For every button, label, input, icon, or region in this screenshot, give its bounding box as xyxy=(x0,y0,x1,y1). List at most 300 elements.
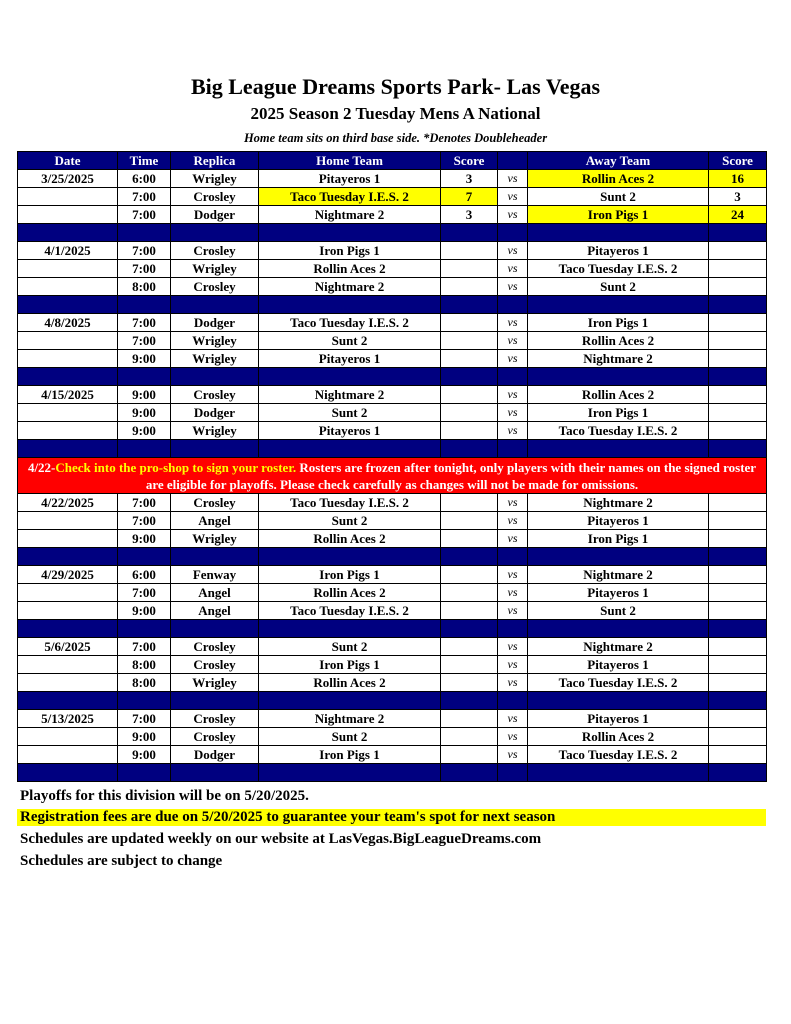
separator-cell xyxy=(18,440,118,458)
time-cell: 7:00 xyxy=(118,206,171,224)
table-row xyxy=(18,404,767,422)
field-cell: Dodger xyxy=(171,314,259,332)
roster-banner-text xyxy=(18,458,767,494)
home-team-cell: Sunt 2 xyxy=(259,332,441,350)
field-cell: Wrigley xyxy=(171,422,259,440)
vs-cell: vs xyxy=(498,350,528,368)
col-time: Time xyxy=(118,152,171,170)
table-row xyxy=(18,206,767,224)
time-cell: 9:00 xyxy=(118,350,171,368)
vs-cell: vs xyxy=(498,206,528,224)
home-team-cell: Taco Tuesday I.E.S. 2 xyxy=(259,494,441,512)
separator-cell xyxy=(528,692,709,710)
home-score-cell xyxy=(441,512,498,530)
col-replica: Replica xyxy=(171,152,259,170)
away-team-cell: Taco Tuesday I.E.S. 2 xyxy=(528,674,709,692)
home-team-cell: Sunt 2 xyxy=(259,638,441,656)
home-team-cell: Taco Tuesday I.E.S. 2 xyxy=(259,188,441,206)
away-score-cell xyxy=(709,566,767,584)
away-score-cell xyxy=(709,386,767,404)
away-score-cell: 3 xyxy=(709,188,767,206)
away-score-cell xyxy=(709,404,767,422)
separator-cell xyxy=(498,368,528,386)
home-team-cell: Rollin Aces 2 xyxy=(259,584,441,602)
week-separator xyxy=(18,620,767,638)
away-score-cell xyxy=(709,584,767,602)
home-team-cell: Pitayeros 1 xyxy=(259,350,441,368)
away-team-cell: Nightmare 2 xyxy=(528,638,709,656)
vs-cell: vs xyxy=(498,188,528,206)
separator-cell xyxy=(709,620,767,638)
field-cell: Crosley xyxy=(171,188,259,206)
home-team-cell: Sunt 2 xyxy=(259,512,441,530)
registration-note: Registration fees are due on 5/20/2025 to guarantee your team's spot for next season xyxy=(17,809,766,826)
field-cell: Wrigley xyxy=(171,332,259,350)
home-team-cell: Nightmare 2 xyxy=(259,710,441,728)
table-row xyxy=(18,494,767,512)
date-cell xyxy=(18,530,118,548)
time-cell: 9:00 xyxy=(118,746,171,764)
separator-cell xyxy=(18,296,118,314)
separator-cell xyxy=(528,440,709,458)
table-row xyxy=(18,260,767,278)
col-date: Date xyxy=(18,152,118,170)
home-team-cell: Sunt 2 xyxy=(259,404,441,422)
separator-cell xyxy=(118,368,171,386)
home-team-cell: Sunt 2 xyxy=(259,728,441,746)
separator-cell xyxy=(441,368,498,386)
away-team-cell: Rollin Aces 2 xyxy=(528,332,709,350)
week-separator xyxy=(18,440,767,458)
separator-cell xyxy=(528,764,709,782)
home-team-cell: Iron Pigs 1 xyxy=(259,746,441,764)
date-cell xyxy=(18,422,118,440)
date-cell: 3/25/2025 xyxy=(18,170,118,188)
table-row xyxy=(18,188,767,206)
home-team-cell: Nightmare 2 xyxy=(259,206,441,224)
separator-cell xyxy=(171,440,259,458)
date-cell: 4/22/2025 xyxy=(18,494,118,512)
away-score-cell xyxy=(709,350,767,368)
home-score-cell xyxy=(441,710,498,728)
time-cell: 7:00 xyxy=(118,260,171,278)
field-cell: Angel xyxy=(171,602,259,620)
table-row xyxy=(18,332,767,350)
date-cell xyxy=(18,278,118,296)
field-cell: Angel xyxy=(171,584,259,602)
table-row xyxy=(18,278,767,296)
separator-cell xyxy=(259,692,441,710)
away-score-cell xyxy=(709,530,767,548)
vs-cell: vs xyxy=(498,314,528,332)
separator-cell xyxy=(171,764,259,782)
field-cell: Dodger xyxy=(171,746,259,764)
home-team-cell: Iron Pigs 1 xyxy=(259,566,441,584)
date-cell xyxy=(18,512,118,530)
field-cell: Wrigley xyxy=(171,530,259,548)
away-team-cell: Iron Pigs 1 xyxy=(528,206,709,224)
away-score-cell xyxy=(709,314,767,332)
away-team-cell: Taco Tuesday I.E.S. 2 xyxy=(528,746,709,764)
table-row xyxy=(18,242,767,260)
date-cell xyxy=(18,332,118,350)
date-cell: 4/8/2025 xyxy=(18,314,118,332)
playoffs-note: Playoffs for this division will be on 5/20/2025. xyxy=(20,788,309,804)
home-score-cell xyxy=(441,422,498,440)
home-score-cell xyxy=(441,656,498,674)
home-team-cell: Taco Tuesday I.E.S. 2 xyxy=(259,314,441,332)
field-cell: Dodger xyxy=(171,404,259,422)
separator-cell xyxy=(18,764,118,782)
separator-cell xyxy=(118,224,171,242)
separator-cell xyxy=(259,224,441,242)
home-score-cell xyxy=(441,566,498,584)
date-cell: 4/15/2025 xyxy=(18,386,118,404)
week-separator xyxy=(18,764,767,782)
away-score-cell: 24 xyxy=(709,206,767,224)
week-separator xyxy=(18,548,767,566)
away-score-cell xyxy=(709,278,767,296)
separator-cell xyxy=(259,296,441,314)
date-cell xyxy=(18,674,118,692)
separator-cell xyxy=(498,620,528,638)
field-cell: Fenway xyxy=(171,566,259,584)
home-score-cell xyxy=(441,386,498,404)
vs-cell: vs xyxy=(498,386,528,404)
date-cell xyxy=(18,206,118,224)
field-cell: Crosley xyxy=(171,242,259,260)
away-score-cell xyxy=(709,260,767,278)
table-row xyxy=(18,728,767,746)
away-team-cell: Pitayeros 1 xyxy=(528,656,709,674)
table-row xyxy=(18,386,767,404)
time-cell: 9:00 xyxy=(118,386,171,404)
separator-cell xyxy=(118,620,171,638)
schedule-note: Home team sits on third base side. *Denotes Doubleheader xyxy=(243,131,548,145)
away-team-cell: Sunt 2 xyxy=(528,188,709,206)
separator-cell xyxy=(171,224,259,242)
home-score-cell xyxy=(441,746,498,764)
home-team-cell: Iron Pigs 1 xyxy=(259,242,441,260)
vs-cell: vs xyxy=(498,260,528,278)
field-cell: Angel xyxy=(171,512,259,530)
separator-cell xyxy=(498,440,528,458)
separator-cell xyxy=(18,224,118,242)
home-score-cell xyxy=(441,278,498,296)
separator-cell xyxy=(441,548,498,566)
away-team-cell: Taco Tuesday I.E.S. 2 xyxy=(528,260,709,278)
separator-cell xyxy=(259,764,441,782)
field-cell: Crosley xyxy=(171,656,259,674)
separator-cell xyxy=(528,224,709,242)
separator-cell xyxy=(528,368,709,386)
away-score-cell xyxy=(709,422,767,440)
col-home-team: Home Team xyxy=(259,152,441,170)
away-team-cell: Nightmare 2 xyxy=(528,350,709,368)
table-row xyxy=(18,584,767,602)
separator-cell xyxy=(709,764,767,782)
separator-cell xyxy=(259,620,441,638)
separator-cell xyxy=(441,296,498,314)
field-cell: Crosley xyxy=(171,728,259,746)
table-row xyxy=(18,170,767,188)
time-cell: 9:00 xyxy=(118,404,171,422)
away-team-cell: Sunt 2 xyxy=(528,602,709,620)
separator-cell xyxy=(118,548,171,566)
away-score-cell xyxy=(709,494,767,512)
table-row xyxy=(18,566,767,584)
separator-cell xyxy=(528,620,709,638)
date-cell: 5/13/2025 xyxy=(18,710,118,728)
date-cell xyxy=(18,746,118,764)
vs-cell: vs xyxy=(498,746,528,764)
home-score-cell xyxy=(441,350,498,368)
home-team-cell: Iron Pigs 1 xyxy=(259,656,441,674)
away-team-cell: Iron Pigs 1 xyxy=(528,404,709,422)
time-cell: 6:00 xyxy=(118,566,171,584)
date-cell xyxy=(18,350,118,368)
vs-cell: vs xyxy=(498,602,528,620)
separator-cell xyxy=(709,296,767,314)
field-cell: Crosley xyxy=(171,386,259,404)
vs-cell: vs xyxy=(498,656,528,674)
home-score-cell: 3 xyxy=(441,206,498,224)
separator-cell xyxy=(498,548,528,566)
away-score-cell xyxy=(709,512,767,530)
separator-cell xyxy=(441,764,498,782)
separator-cell xyxy=(441,224,498,242)
time-cell: 7:00 xyxy=(118,242,171,260)
separator-cell xyxy=(441,440,498,458)
field-cell: Crosley xyxy=(171,494,259,512)
schedule-table xyxy=(17,151,767,782)
field-cell: Wrigley xyxy=(171,350,259,368)
division-title: 2025 Season 2 Tuesday Mens A National xyxy=(250,104,541,123)
field-cell: Crosley xyxy=(171,710,259,728)
away-score-cell xyxy=(709,638,767,656)
separator-cell xyxy=(118,440,171,458)
separator-cell xyxy=(171,620,259,638)
separator-cell xyxy=(498,296,528,314)
field-cell: Crosley xyxy=(171,638,259,656)
away-score-cell xyxy=(709,710,767,728)
date-cell xyxy=(18,656,118,674)
home-score-cell: 3 xyxy=(441,170,498,188)
home-score-cell xyxy=(441,332,498,350)
time-cell: 7:00 xyxy=(118,584,171,602)
date-cell xyxy=(18,404,118,422)
page-title: Big League Dreams Sports Park- Las Vegas xyxy=(190,74,601,99)
home-score-cell xyxy=(441,314,498,332)
field-cell: Wrigley xyxy=(171,170,259,188)
away-score-cell xyxy=(709,656,767,674)
vs-cell: vs xyxy=(498,422,528,440)
website-note: Schedules are updated weekly on our website at LasVegas.BigLeagueDreams.com xyxy=(20,831,542,847)
away-team-cell: Rollin Aces 2 xyxy=(528,728,709,746)
away-team-cell: Rollin Aces 2 xyxy=(528,386,709,404)
away-score-cell xyxy=(709,674,767,692)
date-cell xyxy=(18,728,118,746)
home-team-cell: Rollin Aces 2 xyxy=(259,260,441,278)
home-score-cell xyxy=(441,494,498,512)
separator-cell xyxy=(171,296,259,314)
separator-cell xyxy=(709,692,767,710)
table-row xyxy=(18,602,767,620)
separator-cell xyxy=(709,440,767,458)
field-cell: Wrigley xyxy=(171,674,259,692)
home-team-cell: Nightmare 2 xyxy=(259,278,441,296)
time-cell: 7:00 xyxy=(118,710,171,728)
home-team-cell: Taco Tuesday I.E.S. 2 xyxy=(259,602,441,620)
home-score-cell: 7 xyxy=(441,188,498,206)
home-score-cell xyxy=(441,602,498,620)
time-cell: 9:00 xyxy=(118,728,171,746)
away-team-cell: Pitayeros 1 xyxy=(528,710,709,728)
away-score-cell xyxy=(709,242,767,260)
time-cell: 8:00 xyxy=(118,656,171,674)
banner-prefix: 4/22- xyxy=(27,459,56,475)
col-away-team: Away Team xyxy=(528,152,709,170)
field-cell: Crosley xyxy=(171,278,259,296)
home-team-cell: Rollin Aces 2 xyxy=(259,674,441,692)
time-cell: 9:00 xyxy=(118,530,171,548)
separator-cell xyxy=(118,764,171,782)
vs-cell: vs xyxy=(498,530,528,548)
home-team-cell: Nightmare 2 xyxy=(259,386,441,404)
col-away-score: Score xyxy=(709,152,767,170)
separator-cell xyxy=(441,620,498,638)
separator-cell xyxy=(528,548,709,566)
home-score-cell xyxy=(441,404,498,422)
table-row xyxy=(18,530,767,548)
vs-cell: vs xyxy=(498,242,528,260)
vs-cell: vs xyxy=(498,332,528,350)
separator-cell xyxy=(709,224,767,242)
time-cell: 7:00 xyxy=(118,512,171,530)
time-cell: 8:00 xyxy=(118,278,171,296)
time-cell: 7:00 xyxy=(118,494,171,512)
home-team-cell: Rollin Aces 2 xyxy=(259,530,441,548)
table-row xyxy=(18,512,767,530)
date-cell xyxy=(18,260,118,278)
table-row xyxy=(18,710,767,728)
separator-cell xyxy=(528,296,709,314)
table-row xyxy=(18,638,767,656)
banner-rest: Rosters are frozen after tonight, only players with their names on the signed roster are eligible for playoffs. Please check carefully as changes will not be made for omissions. xyxy=(145,459,757,492)
separator-cell xyxy=(18,548,118,566)
vs-cell: vs xyxy=(498,674,528,692)
week-separator xyxy=(18,692,767,710)
away-team-cell: Nightmare 2 xyxy=(528,566,709,584)
vs-cell: vs xyxy=(498,170,528,188)
away-team-cell: Sunt 2 xyxy=(528,278,709,296)
vs-cell: vs xyxy=(498,638,528,656)
away-team-cell: Nightmare 2 xyxy=(528,494,709,512)
separator-cell xyxy=(498,224,528,242)
date-cell xyxy=(18,602,118,620)
field-cell: Wrigley xyxy=(171,260,259,278)
separator-cell xyxy=(259,368,441,386)
away-team-cell: Iron Pigs 1 xyxy=(528,314,709,332)
home-team-cell: Pitayeros 1 xyxy=(259,422,441,440)
time-cell: 7:00 xyxy=(118,638,171,656)
date-cell xyxy=(18,584,118,602)
away-score-cell: 16 xyxy=(709,170,767,188)
separator-cell xyxy=(18,692,118,710)
table-row xyxy=(18,422,767,440)
home-score-cell xyxy=(441,260,498,278)
time-cell: 9:00 xyxy=(118,422,171,440)
away-score-cell xyxy=(709,602,767,620)
col-vs xyxy=(498,152,528,170)
separator-cell xyxy=(171,368,259,386)
col-home-score: Score xyxy=(441,152,498,170)
separator-cell xyxy=(171,692,259,710)
separator-cell xyxy=(259,440,441,458)
away-team-cell: Taco Tuesday I.E.S. 2 xyxy=(528,422,709,440)
date-cell: 5/6/2025 xyxy=(18,638,118,656)
table-row xyxy=(18,656,767,674)
table-row xyxy=(18,350,767,368)
separator-cell xyxy=(709,368,767,386)
banner-highlight: Check into the pro-shop to sign your roster. xyxy=(55,459,297,475)
separator-cell xyxy=(118,692,171,710)
separator-cell xyxy=(259,548,441,566)
home-score-cell xyxy=(441,242,498,260)
away-score-cell xyxy=(709,332,767,350)
vs-cell: vs xyxy=(498,404,528,422)
vs-cell: vs xyxy=(498,278,528,296)
separator-cell xyxy=(709,548,767,566)
away-team-cell: Pitayeros 1 xyxy=(528,584,709,602)
date-cell xyxy=(18,188,118,206)
separator-cell xyxy=(118,296,171,314)
away-team-cell: Rollin Aces 2 xyxy=(528,170,709,188)
week-separator xyxy=(18,296,767,314)
roster-banner xyxy=(18,458,767,494)
table-row xyxy=(18,674,767,692)
table-row xyxy=(18,746,767,764)
away-score-cell xyxy=(709,746,767,764)
away-score-cell xyxy=(709,728,767,746)
time-cell: 8:00 xyxy=(118,674,171,692)
separator-cell xyxy=(441,692,498,710)
home-score-cell xyxy=(441,584,498,602)
date-cell: 4/29/2025 xyxy=(18,566,118,584)
time-cell: 6:00 xyxy=(118,170,171,188)
away-team-cell: Pitayeros 1 xyxy=(528,512,709,530)
separator-cell xyxy=(18,620,118,638)
field-cell: Dodger xyxy=(171,206,259,224)
table-header-row xyxy=(18,152,767,170)
home-team-cell: Pitayeros 1 xyxy=(259,170,441,188)
separator-cell xyxy=(498,764,528,782)
change-note: Schedules are subject to change xyxy=(20,853,223,869)
vs-cell: vs xyxy=(498,710,528,728)
home-score-cell xyxy=(441,674,498,692)
home-score-cell xyxy=(441,530,498,548)
home-score-cell xyxy=(441,638,498,656)
vs-cell: vs xyxy=(498,584,528,602)
vs-cell: vs xyxy=(498,728,528,746)
date-cell: 4/1/2025 xyxy=(18,242,118,260)
away-team-cell: Iron Pigs 1 xyxy=(528,530,709,548)
time-cell: 7:00 xyxy=(118,314,171,332)
time-cell: 9:00 xyxy=(118,602,171,620)
time-cell: 7:00 xyxy=(118,188,171,206)
home-score-cell xyxy=(441,728,498,746)
table-row xyxy=(18,314,767,332)
